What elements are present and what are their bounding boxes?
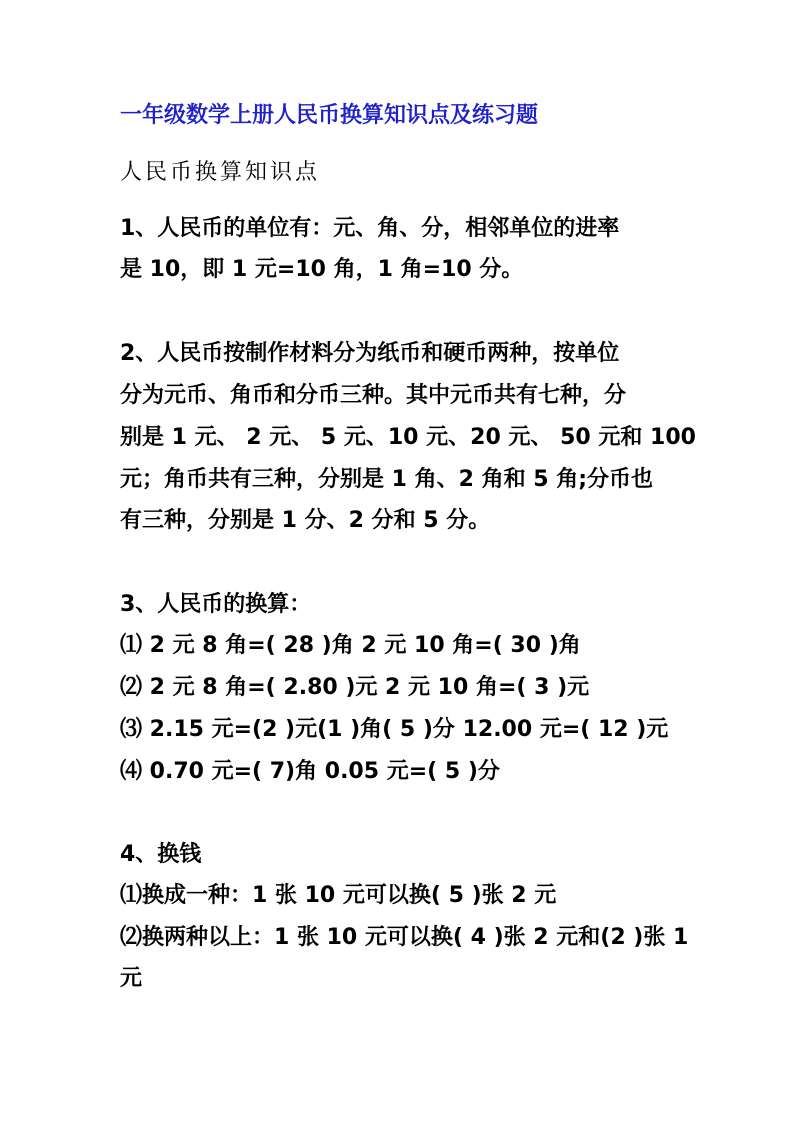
document-title: 一年级数学上册人民币换算知识点及练习题 <box>120 103 539 128</box>
paragraph-line: 分为元币、角币和分币三种。其中元币共有七种，分 <box>120 383 627 408</box>
exercise-line: ⑶ 2.15 元=(2 )元(1 )角( 5 )分 12.00 元=( 12 )元 <box>120 717 669 742</box>
exercise-line: ⑷ 0.70 元=( 7)角 0.05 元=( 5 )分 <box>120 759 500 784</box>
section-title: 4、换钱 <box>120 842 202 867</box>
paragraph-line: 1、人民币的单位有：元、角、分，相邻单位的进率 <box>120 216 620 241</box>
exercise-line: ⑵换两种以上：1 张 10 元可以换( 4 )张 2 元和(2 )张 1 <box>120 925 689 950</box>
paragraph-line: 是 10，即 1 元=10 角，1 角=10 分。 <box>120 257 524 282</box>
exercise-line: ⑴换成一种：1 张 10 元可以换( 5 )张 2 元 <box>120 883 557 908</box>
paragraph-line: 别是 1 元、 2 元、 5 元、10 元、20 元、 50 元和 100 <box>120 425 696 450</box>
section-heading: 人民币换算知识点 <box>120 160 321 185</box>
paragraph-line: 2、人民币按制作材料分为纸币和硬币两种，按单位 <box>120 341 620 366</box>
paragraph-line: 元；角币共有三种，分别是 1 角、2 角和 5 角;分币也 <box>120 467 654 492</box>
exercise-line: ⑵ 2 元 8 角=( 2.80 )元 2 元 10 角=( 3 )元 <box>120 675 590 700</box>
exercise-line: 元 <box>120 966 143 991</box>
exercise-line: ⑴ 2 元 8 角=( 28 )角 2 元 10 角=( 30 )角 <box>120 633 581 658</box>
paragraph-line: 有三种，分别是 1 分、2 分和 5 分。 <box>120 508 491 533</box>
section-title: 3、人民币的换算： <box>120 592 312 617</box>
